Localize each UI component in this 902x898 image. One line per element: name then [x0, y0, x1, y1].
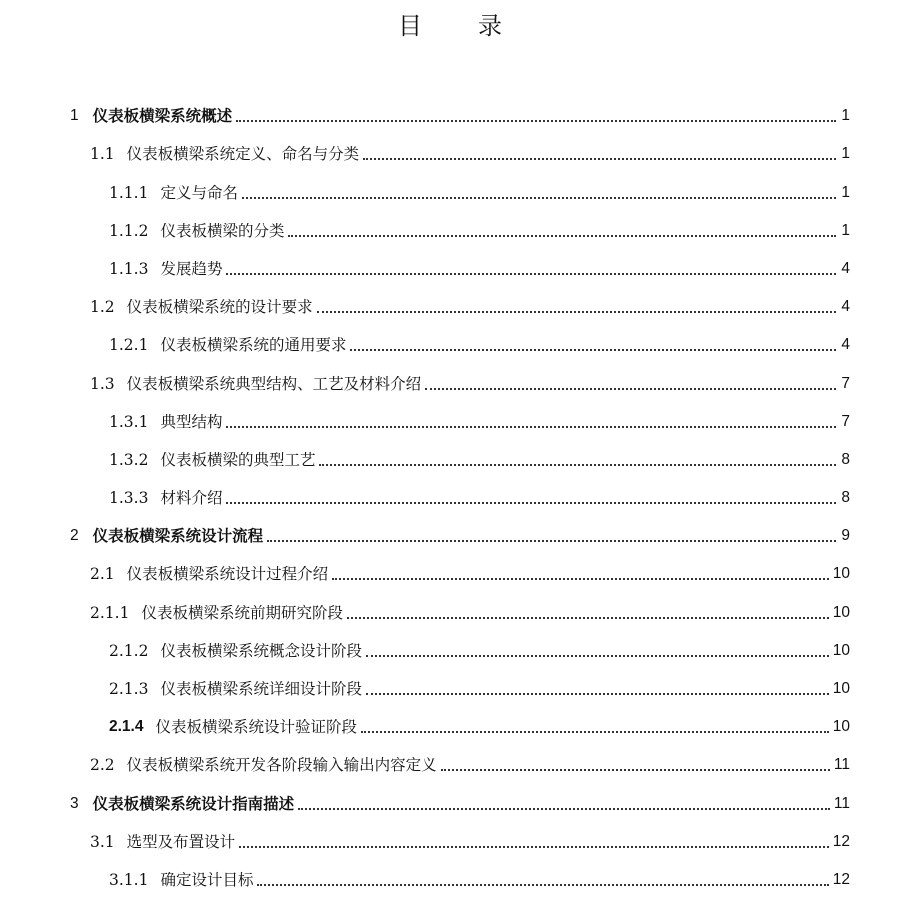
dot-leader: [441, 768, 830, 771]
toc-entry-number: 1.2: [90, 298, 115, 317]
toc-entry-number: 3.1: [90, 832, 115, 851]
toc-entry[interactable]: [0, 554, 902, 592]
toc-entry-number: 2.1.4: [109, 718, 144, 736]
dot-leader: [425, 387, 836, 390]
dot-leader: [239, 845, 829, 848]
table-of-contents: [0, 96, 902, 898]
dot-leader: [347, 616, 829, 619]
toc-entry-page: 10: [832, 603, 850, 621]
dot-leader: [298, 807, 830, 810]
toc-entry-number: 2.1.1: [90, 603, 130, 622]
toc-entry-number: 3: [70, 794, 79, 812]
toc-entry[interactable]: [0, 631, 902, 669]
toc-entry[interactable]: [0, 363, 902, 401]
toc-entry-page: 8: [841, 450, 850, 468]
toc-entry-title: 发展趋势: [160, 259, 223, 278]
toc-entry-title: 仪表板横梁系统设计验证阶段: [155, 718, 357, 737]
toc-entry-title: 确定设计目标: [160, 870, 254, 889]
dot-leader: [226, 272, 836, 275]
dot-leader: [319, 463, 836, 466]
toc-entry-number: 3.1.1: [109, 870, 149, 889]
dot-leader: [226, 425, 836, 428]
toc-entry-title: 仪表板横梁系统概述: [92, 107, 233, 126]
dot-leader: [366, 654, 829, 657]
toc-entry[interactable]: [0, 96, 902, 134]
toc-entry-number: 1: [70, 107, 79, 125]
toc-entry-title: 仪表板横梁系统详细设计阶段: [160, 680, 362, 698]
toc-entry[interactable]: [0, 325, 902, 363]
toc-entry-title: 仪表板横梁的典型工艺: [160, 450, 316, 469]
toc-entry[interactable]: [0, 478, 902, 516]
toc-entry-title: 仪表板横梁系统前期研究阶段: [141, 603, 343, 622]
toc-entry[interactable]: [0, 745, 902, 783]
toc-entry-page: 8: [841, 489, 850, 507]
page-title: [0, 6, 902, 41]
dot-leader: [366, 692, 829, 695]
toc-entry-title: 仪表板横梁系统的设计要求: [126, 298, 313, 317]
toc-entry-title: 定义与命名: [160, 183, 238, 202]
toc-entry-number: 2: [70, 527, 79, 545]
title-char-1: 目: [398, 12, 424, 40]
toc-entry[interactable]: [0, 822, 902, 860]
toc-entry-page: 4: [841, 336, 850, 354]
toc-entry-page: 1: [841, 183, 850, 201]
toc-entry-page: 12: [832, 832, 850, 850]
toc-entry-page: 4: [841, 298, 850, 316]
toc-entry-page: 11: [833, 794, 850, 812]
dot-leader: [332, 577, 829, 580]
toc-entry-number: 1.1.1: [109, 183, 149, 202]
toc-entry-page: 7: [841, 374, 850, 392]
toc-entry-page: 4: [841, 259, 850, 277]
toc-entry-title: 仪表板横梁的分类: [160, 221, 285, 240]
dot-leader: [288, 234, 836, 237]
dot-leader: [242, 196, 836, 199]
toc-entry-title: 选型及布置设计: [126, 832, 236, 851]
dot-leader: [363, 157, 836, 160]
dot-leader: [317, 310, 836, 313]
toc-entry-page: 12: [832, 870, 850, 888]
toc-entry-page: 1: [841, 145, 850, 163]
dot-leader: [257, 883, 828, 886]
toc-entry[interactable]: [0, 440, 902, 478]
toc-entry[interactable]: [0, 134, 902, 172]
toc-entry-number: 2.1.3: [109, 680, 149, 698]
toc-entry[interactable]: [0, 516, 902, 554]
title-char-2: 录: [478, 12, 504, 40]
dot-leader: [350, 348, 836, 351]
toc-entry-page: 10: [832, 641, 850, 659]
dot-leader: [267, 539, 836, 542]
toc-entry[interactable]: [0, 211, 902, 249]
toc-entry[interactable]: [0, 287, 902, 325]
toc-entry-number: 1.1.3: [109, 259, 149, 278]
toc-entry-page: 11: [833, 756, 850, 774]
toc-entry[interactable]: [0, 669, 902, 707]
toc-entry-title: 仪表板横梁系统概念设计阶段: [160, 641, 362, 660]
toc-entry-page: 1: [841, 221, 850, 239]
toc-entry-page: 9: [841, 527, 850, 545]
dot-leader: [226, 501, 836, 504]
toc-entry[interactable]: [0, 249, 902, 287]
toc-entry-title: 仪表板横梁系统的通用要求: [160, 336, 347, 355]
toc-entry-page: 7: [841, 412, 850, 430]
toc-entry-number: 1.3.2: [109, 450, 149, 469]
dot-leader: [236, 119, 836, 122]
toc-entry[interactable]: [0, 172, 902, 210]
toc-entry-title: 仪表板横梁系统设计指南描述: [92, 794, 295, 813]
toc-entry-page: 10: [832, 718, 850, 736]
toc-entry[interactable]: [0, 783, 902, 821]
toc-entry-number: 1.3.3: [109, 489, 149, 508]
toc-entry-number: 1.2.1: [109, 336, 149, 355]
toc-entry-title: 仪表板横梁系统设计流程: [92, 527, 264, 546]
toc-entry-number: 2.1: [90, 565, 115, 584]
toc-entry[interactable]: [0, 592, 902, 630]
toc-entry-number: 1.1.2: [109, 221, 149, 240]
toc-entry-page: 1: [841, 107, 850, 125]
toc-entry-number: 1.3: [90, 374, 115, 393]
toc-entry-title: 仪表板横梁系统开发各阶段输入输出内容定义: [126, 756, 437, 775]
toc-entry-page: 10: [832, 565, 850, 583]
toc-entry[interactable]: [0, 707, 902, 745]
toc-entry[interactable]: [0, 402, 902, 440]
toc-entry-title: 材料介绍: [160, 489, 223, 508]
toc-entry-title: 仪表板横梁系统定义、命名与分类: [126, 145, 360, 164]
toc-entry-number: 1.1: [90, 145, 115, 164]
dot-leader: [361, 730, 829, 733]
toc-entry-title: 仪表板横梁系统典型结构、工艺及材料介绍: [126, 374, 422, 393]
toc-entry-number: 2.1.2: [109, 641, 149, 660]
toc-entry-title: 典型结构: [160, 412, 223, 431]
toc-entry-title: 仪表板横梁系统设计过程介绍: [126, 565, 329, 584]
toc-entry-number: 1.3.1: [109, 412, 149, 431]
toc-entry-number: 2.2: [90, 756, 115, 775]
toc-entry[interactable]: [0, 860, 902, 898]
toc-entry-page: 10: [832, 680, 850, 697]
